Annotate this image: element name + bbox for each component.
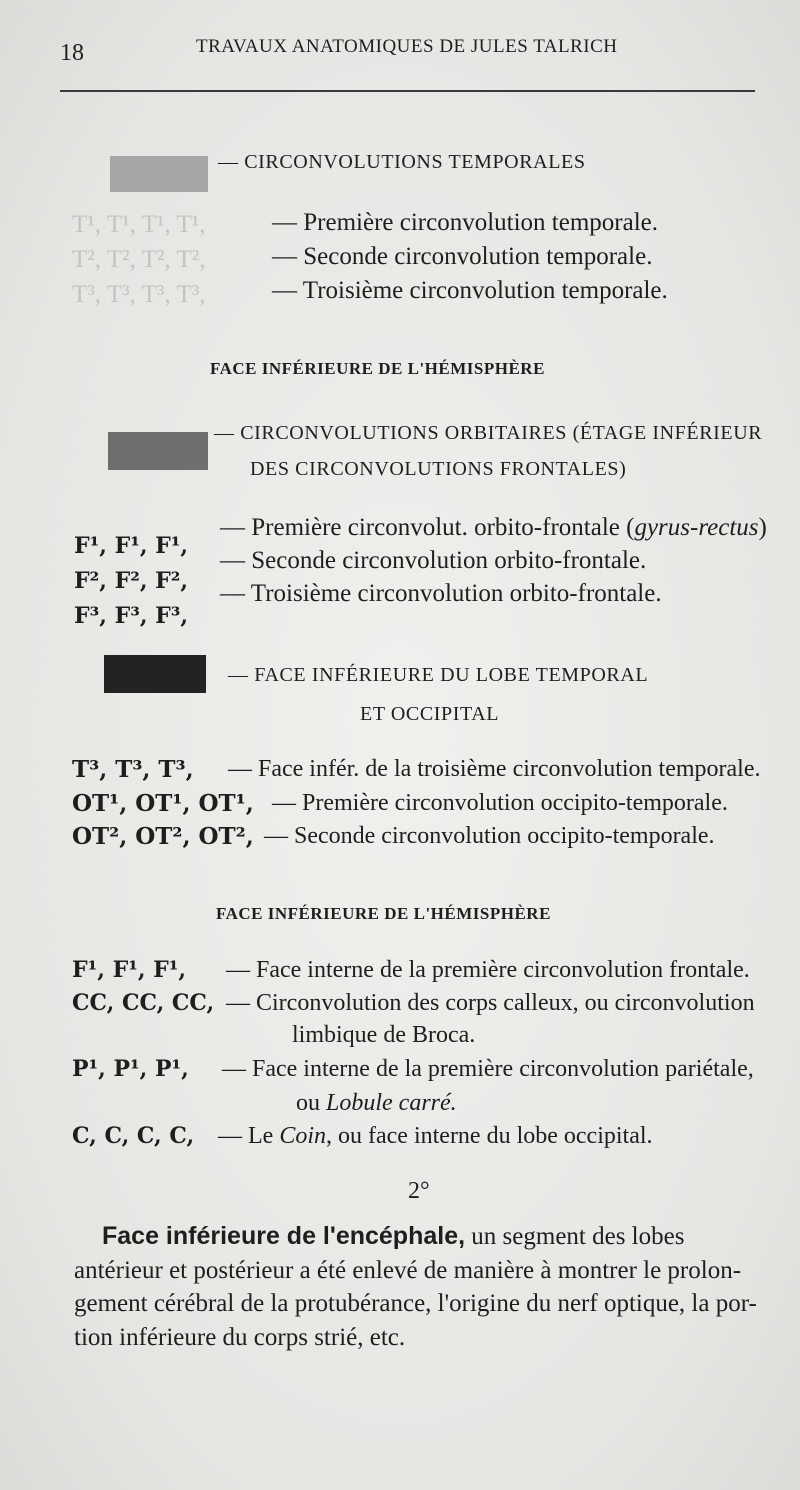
inferior-lobe-heading-line1: — FACE INFÉRIEURE DU LOBE TEMPORAL — [228, 664, 649, 686]
part-line-1-text: un segment des lobes — [471, 1223, 685, 1250]
section2-row-4-symbols: C, C, C, C, — [72, 1123, 195, 1149]
part-title: Face inférieure de l'encéphale, — [102, 1222, 466, 1250]
temporal-color-swatch — [110, 156, 208, 192]
orbital-color-swatch — [108, 432, 208, 470]
inferior-lobe-row-2-text: — Première circonvolution occipito-temporale. — [272, 790, 728, 816]
inferior-lobe-row-2-symbols: OT¹, OT¹, OT¹, — [72, 790, 254, 817]
inferior-lobe-row-3-text: — Seconde circonvolution occipito-temporale. — [264, 823, 715, 849]
coin-term: Coin — [279, 1123, 326, 1149]
inferior-lobe-row-3-symbols: OT², OT², OT², — [72, 823, 254, 850]
part-paragraph-line-4: tion inférieure du corps strié, etc. — [74, 1324, 406, 1351]
inferior-lobe-heading-line2: ET OCCIPITAL — [360, 703, 500, 725]
part-paragraph-line-2: antérieur et postérieur a été enlevé de manière à montrer le prolon- — [74, 1257, 742, 1284]
gyrus-rectus-term: gyrus-rectus — [634, 514, 759, 541]
inferior-lobe-row-1-symbols: T³, T³, T³, — [72, 756, 194, 783]
temporal-row-2-text: — Seconde circonvolution temporale. — [272, 243, 653, 270]
section2-row-4-post: , ou face interne du lobe occipital. — [326, 1123, 653, 1149]
section2-row-4-pre: — Le — [218, 1123, 280, 1149]
orbital-row-3-text: — Troisième circonvolution orbito-frontale. — [220, 580, 662, 607]
temporal-row-2-symbols: T², T², T², T², — [72, 246, 206, 273]
running-title: TRAVAUX ANATOMIQUES DE JULES TALRICH — [196, 36, 618, 57]
section2-row-2-cont: limbique de Broca. — [292, 1022, 476, 1048]
section2-row-3-cont — [296, 1090, 457, 1117]
section2-row-2-text: — Circonvolution des corps calleux, ou circonvolution — [226, 990, 755, 1016]
part-paragraph-line-1 — [102, 1222, 684, 1251]
temporal-row-3-symbols: T³, T³, T³, T³, — [72, 281, 206, 308]
orbital-symbols-2: F², F², F², — [74, 568, 189, 594]
section2-row-4-text — [218, 1123, 653, 1150]
lobule-carre-term: Lobule carré. — [326, 1090, 457, 1116]
section-heading-2: FACE INFÉRIEURE DE L'HÉMISPHÈRE — [216, 904, 551, 923]
inferior-lobe-row-1-text: — Face infér. de la troisième circonvolution temporale. — [228, 756, 761, 782]
page-number: 18 — [60, 40, 84, 66]
section-heading-1: FACE INFÉRIEURE DE L'HÉMISPHÈRE — [210, 359, 545, 378]
orbital-row-1-text — [220, 514, 767, 542]
orbital-row-1-pre: — Première circonvolut. orbito-frontale ( — [220, 514, 635, 541]
part-number: 2° — [408, 1178, 430, 1204]
orbital-symbols-1: F¹, F¹, F¹, — [74, 533, 189, 559]
section2-row-1-text: — Face interne de la première circonvolution frontale. — [226, 957, 750, 983]
inferior-lobe-color-swatch — [104, 655, 206, 693]
section2-row-2-symbols: CC, CC, CC, — [72, 990, 215, 1016]
header-rule — [60, 90, 755, 92]
section2-row-3-text: — Face interne de la première circonvolution pariétale, — [222, 1056, 754, 1082]
orbital-symbols-3: F³, F³, F³, — [74, 603, 189, 629]
section2-row-1-symbols: F¹, F¹, F¹, — [72, 957, 187, 983]
section2-row-3-cont-pre: ou — [296, 1090, 326, 1116]
section2-row-3-symbols: P¹, P¹, P¹, — [72, 1056, 189, 1082]
temporal-row-3-text: — Troisième circonvolution temporale. — [272, 277, 668, 304]
orbital-row-2-text: — Seconde circonvolution orbito-frontale. — [220, 547, 647, 574]
temporal-row-1-text: — Première circonvolution temporale. — [272, 209, 658, 236]
temporal-row-1-symbols: T¹, T¹, T¹, T¹, — [72, 211, 206, 238]
part-paragraph-line-3: gement cérébral de la protubérance, l'origine du nerf optique, la por- — [74, 1290, 757, 1317]
orbital-row-1-post: ) — [758, 514, 767, 541]
orbital-heading-line2: DES CIRCONVOLUTIONS FRONTALES) — [250, 458, 627, 480]
temporal-heading: — CIRCONVOLUTIONS TEMPORALES — [218, 151, 586, 173]
orbital-heading-line1: — CIRCONVOLUTIONS ORBITAIRES (ÉTAGE INFÉRIEUR — [214, 422, 763, 444]
